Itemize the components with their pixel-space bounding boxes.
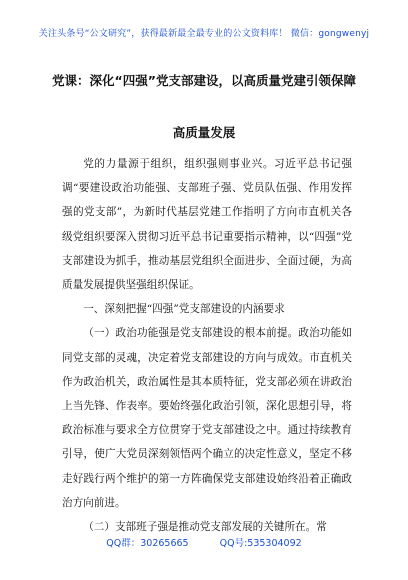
footer-contact: QQ群：30265665 QQ号:535304092 (106, 538, 302, 549)
document-title-line-1: 党课：深化“四强”党支部建设，以高质量党建引领保障 (52, 73, 356, 88)
paragraph-branch-team: （二）支部班子强是推动党支部发展的关键所在。常 (83, 521, 327, 534)
header-banner: 关注头条号“公文研究”，获得最新最全最专业的公文资料库！ 微信：gongwenyj (38, 29, 370, 39)
paragraph-intro: 党的力量源于组织，组织强则事业兴。习近平总书记强调“要建设政治功能强、支部班子强、党员队伍强、作用发挥强的党支部”，为新时代基层党建工作指明了方向市直机关各级党组织要深入贯彻习近平总书记重要指示精神，以“四强”党支部建设为抓手，推动基层党组织全面进步、全面过硬，为高质量发展提供坚强组织保证。 (62, 158, 352, 292)
section-heading-1: 一、深刻把握“四强”党支部建设的内涵要求 (83, 303, 285, 316)
document-title-line-2: 高质量发展 (172, 125, 236, 140)
paragraph-political-function: （一）政治功能强是党支部建设的根本前提。政治功能如同党支部的灵魂，决定着党支部建设的方向与成效。市直机关作为政治机关，政治属性是其本质特征，党支部必须在讲政治上当先锋、作表率。要始终强化政治引领，深化思想引导，将政治标准与要求全方位贯穿于党支部建设之中。通过持续教育引导，使广大党员深刻领悟两个确立的决定性意义，坚定不移走好践行两个维护的第一方阵确保党支部建设始终沿着正确政治方向前进。 (62, 327, 352, 509)
document-body (62, 152, 352, 539)
